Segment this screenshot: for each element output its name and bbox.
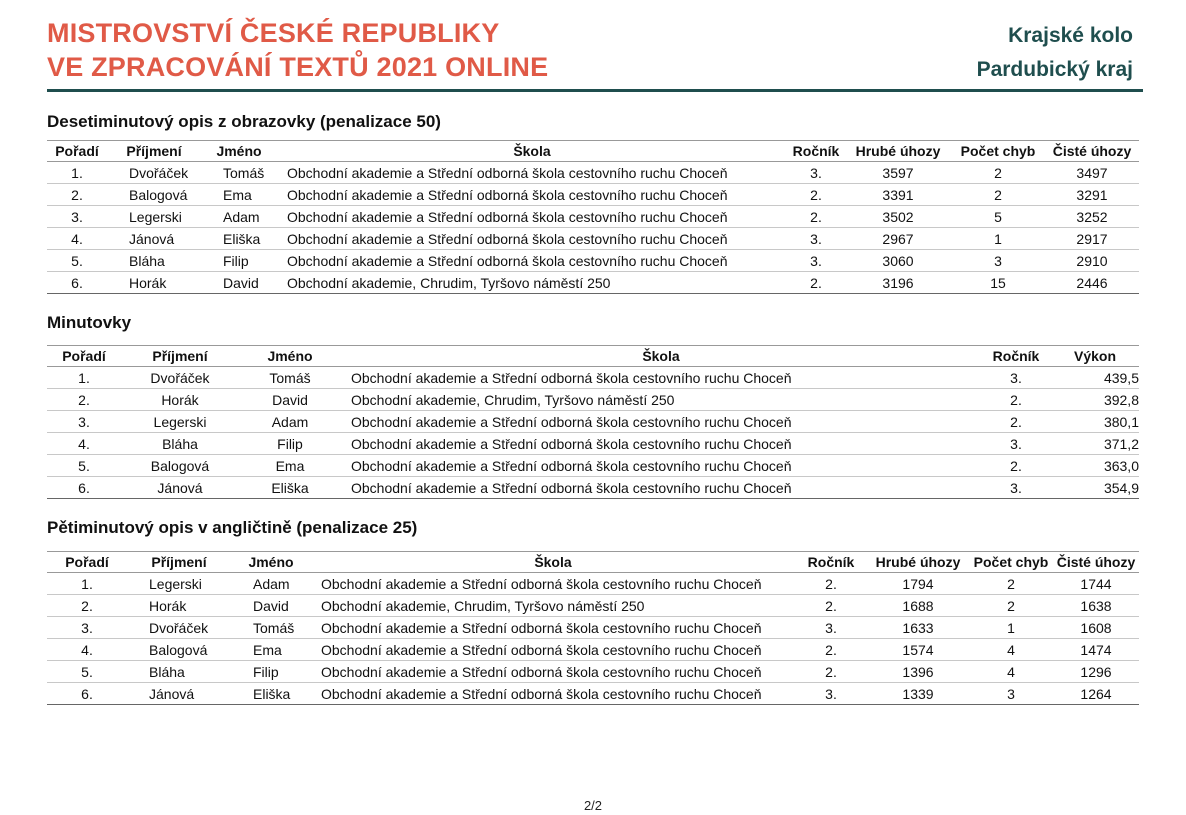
column-header-rank: Pořadí: [47, 552, 127, 573]
cell-error-count: 1: [969, 617, 1053, 639]
table-row: [47, 683, 1139, 705]
cell-rank: 2.: [47, 184, 107, 206]
cell-performance: 363,0: [1051, 455, 1139, 477]
column-header-performance: Výkon: [1051, 346, 1139, 367]
cell-gross-strokes: 1339: [867, 683, 969, 705]
cell-net-strokes: 3252: [1045, 206, 1139, 228]
cell-net-strokes: 1474: [1053, 639, 1139, 661]
cell-surname: Horák: [107, 272, 201, 294]
cell-performance: 371,2: [1051, 433, 1139, 455]
cell-gross-strokes: 1396: [867, 661, 969, 683]
cell-first-name: Ema: [239, 455, 341, 477]
column-header-grade: Ročník: [795, 552, 867, 573]
cell-grade: 3.: [787, 250, 845, 272]
page-header: [47, 14, 1143, 92]
cell-grade: 2.: [787, 184, 845, 206]
column-header-school: Škola: [341, 346, 981, 367]
cell-surname: Balogová: [107, 184, 201, 206]
table-row: [47, 228, 1139, 250]
cell-first-name: Tomáš: [201, 162, 277, 184]
cell-error-count: 1: [951, 228, 1045, 250]
section-title-opis: Desetiminutový opis z obrazovky (penalizace 50): [47, 112, 441, 131]
cell-school: Obchodní akademie a Střední odborná škola cestovního ruchu Choceň: [277, 250, 787, 272]
cell-school: Obchodní akademie a Střední odborná škola cestovního ruchu Choceň: [311, 617, 795, 639]
table-header-row: [47, 141, 1139, 162]
cell-first-name: Tomáš: [231, 617, 311, 639]
cell-school: Obchodní akademie a Střední odborná škola cestovního ruchu Choceň: [277, 228, 787, 250]
results-table-opis: [47, 140, 1139, 294]
cell-surname: Legerski: [127, 573, 231, 595]
cell-net-strokes: 1296: [1053, 661, 1139, 683]
cell-gross-strokes: 3597: [845, 162, 951, 184]
cell-first-name: Adam: [201, 206, 277, 228]
column-header-gross-strokes: Hrubé úhozy: [867, 552, 969, 573]
cell-net-strokes: 3497: [1045, 162, 1139, 184]
cell-gross-strokes: 1688: [867, 595, 969, 617]
column-header-error-count: Počet chyb: [951, 141, 1045, 162]
cell-first-name: David: [201, 272, 277, 294]
section-title-anglictina: Pětiminutový opis v angličtině (penalizace 25): [47, 518, 418, 537]
cell-grade: 2.: [981, 411, 1051, 433]
cell-error-count: 4: [969, 661, 1053, 683]
cell-net-strokes: 1608: [1053, 617, 1139, 639]
cell-school: Obchodní akademie a Střední odborná škola cestovního ruchu Choceň: [311, 639, 795, 661]
cell-gross-strokes: 1633: [867, 617, 969, 639]
column-header-grade: Ročník: [981, 346, 1051, 367]
column-header-net-strokes: Čisté úhozy: [1045, 141, 1139, 162]
cell-rank: 2.: [47, 389, 121, 411]
cell-first-name: Filip: [231, 661, 311, 683]
cell-first-name: Ema: [201, 184, 277, 206]
cell-rank: 1.: [47, 573, 127, 595]
cell-school: Obchodní akademie a Střední odborná škola cestovního ruchu Choceň: [341, 477, 981, 499]
cell-gross-strokes: 3502: [845, 206, 951, 228]
cell-first-name: David: [231, 595, 311, 617]
region-label: Pardubický kraj: [976, 58, 1133, 81]
table-row: [47, 639, 1139, 661]
cell-first-name: Eliška: [201, 228, 277, 250]
cell-rank: 5.: [47, 455, 121, 477]
cell-surname: Balogová: [127, 639, 231, 661]
table-row: [47, 250, 1139, 272]
column-header-grade: Ročník: [787, 141, 845, 162]
cell-performance: 354,9: [1051, 477, 1139, 499]
column-header-school: Škola: [311, 552, 795, 573]
cell-surname: Bláha: [107, 250, 201, 272]
cell-net-strokes: 3291: [1045, 184, 1139, 206]
cell-gross-strokes: 1794: [867, 573, 969, 595]
cell-grade: 3.: [787, 228, 845, 250]
cell-rank: 3.: [47, 411, 121, 433]
table-header-row: [47, 552, 1139, 573]
column-header-first-name: Jméno: [231, 552, 311, 573]
header-divider: [47, 89, 1143, 92]
cell-grade: 3.: [787, 162, 845, 184]
cell-rank: 6.: [47, 477, 121, 499]
cell-gross-strokes: 3196: [845, 272, 951, 294]
cell-first-name: Filip: [201, 250, 277, 272]
cell-school: Obchodní akademie, Chrudim, Tyršovo náměstí 250: [277, 272, 787, 294]
cell-net-strokes: 1264: [1053, 683, 1139, 705]
cell-first-name: Filip: [239, 433, 341, 455]
table-row: [47, 433, 1139, 455]
table-row: [47, 477, 1139, 499]
cell-rank: 1.: [47, 367, 121, 389]
cell-first-name: Eliška: [239, 477, 341, 499]
column-header-first-name: Jméno: [201, 141, 277, 162]
cell-first-name: Eliška: [231, 683, 311, 705]
cell-school: Obchodní akademie a Střední odborná škola cestovního ruchu Choceň: [341, 411, 981, 433]
cell-grade: 2.: [981, 455, 1051, 477]
table-header-row: [47, 346, 1139, 367]
cell-error-count: 3: [951, 250, 1045, 272]
cell-grade: 2.: [795, 573, 867, 595]
cell-net-strokes: 2910: [1045, 250, 1139, 272]
cell-gross-strokes: 1574: [867, 639, 969, 661]
cell-surname: Dvořáček: [121, 367, 239, 389]
cell-rank: 5.: [47, 661, 127, 683]
document-title-line-2: VE ZPRACOVÁNÍ TEXTŮ 2021 ONLINE: [47, 52, 549, 82]
cell-grade: 3.: [981, 477, 1051, 499]
cell-first-name: Ema: [231, 639, 311, 661]
cell-error-count: 5: [951, 206, 1045, 228]
results-table-minutovky: [47, 345, 1139, 499]
cell-grade: 3.: [981, 367, 1051, 389]
cell-grade: 3.: [981, 433, 1051, 455]
cell-school: Obchodní akademie a Střední odborná škola cestovního ruchu Choceň: [277, 206, 787, 228]
cell-error-count: 2: [969, 595, 1053, 617]
cell-surname: Legerski: [121, 411, 239, 433]
cell-rank: 6.: [47, 272, 107, 294]
table-row: [47, 367, 1139, 389]
cell-rank: 4.: [47, 433, 121, 455]
cell-surname: Bláha: [121, 433, 239, 455]
cell-rank: 5.: [47, 250, 107, 272]
cell-school: Obchodní akademie a Střední odborná škola cestovního ruchu Choceň: [277, 184, 787, 206]
cell-school: Obchodní akademie a Střední odborná škola cestovního ruchu Choceň: [341, 433, 981, 455]
cell-first-name: Tomáš: [239, 367, 341, 389]
cell-school: Obchodní akademie a Střední odborná škola cestovního ruchu Choceň: [311, 661, 795, 683]
cell-rank: 1.: [47, 162, 107, 184]
cell-surname: Bláha: [127, 661, 231, 683]
cell-rank: 4.: [47, 639, 127, 661]
cell-error-count: 2: [969, 573, 1053, 595]
table-row: [47, 595, 1139, 617]
cell-school: Obchodní akademie a Střední odborná škola cestovního ruchu Choceň: [341, 367, 981, 389]
cell-surname: Dvořáček: [107, 162, 201, 184]
cell-grade: 2.: [787, 206, 845, 228]
column-header-net-strokes: Čisté úhozy: [1053, 552, 1139, 573]
cell-first-name: David: [239, 389, 341, 411]
cell-net-strokes: 1744: [1053, 573, 1139, 595]
cell-surname: Horák: [127, 595, 231, 617]
cell-grade: 2.: [787, 272, 845, 294]
cell-grade: 3.: [795, 617, 867, 639]
table-row: [47, 184, 1139, 206]
cell-school: Obchodní akademie, Chrudim, Tyršovo náměstí 250: [311, 595, 795, 617]
cell-surname: Horák: [121, 389, 239, 411]
table-row: [47, 455, 1139, 477]
cell-rank: 3.: [47, 617, 127, 639]
cell-error-count: 2: [951, 184, 1045, 206]
column-header-gross-strokes: Hrubé úhozy: [845, 141, 951, 162]
cell-net-strokes: 2446: [1045, 272, 1139, 294]
cell-gross-strokes: 2967: [845, 228, 951, 250]
table-row: [47, 389, 1139, 411]
cell-rank: 4.: [47, 228, 107, 250]
cell-surname: Jánová: [121, 477, 239, 499]
cell-first-name: Adam: [231, 573, 311, 595]
cell-net-strokes: 1638: [1053, 595, 1139, 617]
document-title-line-1: MISTROVSTVÍ ČESKÉ REPUBLIKY: [47, 18, 500, 48]
cell-gross-strokes: 3060: [845, 250, 951, 272]
cell-surname: Jánová: [127, 683, 231, 705]
cell-performance: 439,5: [1051, 367, 1139, 389]
cell-surname: Dvořáček: [127, 617, 231, 639]
cell-grade: 2.: [795, 661, 867, 683]
column-header-surname: Příjmení: [127, 552, 231, 573]
cell-error-count: 15: [951, 272, 1045, 294]
table-row: [47, 661, 1139, 683]
cell-error-count: 2: [951, 162, 1045, 184]
cell-rank: 6.: [47, 683, 127, 705]
column-header-surname: Příjmení: [121, 346, 239, 367]
cell-surname: Legerski: [107, 206, 201, 228]
cell-school: Obchodní akademie a Střední odborná škola cestovního ruchu Choceň: [341, 455, 981, 477]
column-header-error-count: Počet chyb: [969, 552, 1053, 573]
cell-performance: 392,8: [1051, 389, 1139, 411]
table-row: [47, 573, 1139, 595]
cell-rank: 2.: [47, 595, 127, 617]
table-row: [47, 411, 1139, 433]
table-row: [47, 206, 1139, 228]
cell-surname: Balogová: [121, 455, 239, 477]
cell-error-count: 3: [969, 683, 1053, 705]
cell-grade: 3.: [795, 683, 867, 705]
cell-school: Obchodní akademie a Střední odborná škola cestovního ruchu Choceň: [311, 683, 795, 705]
column-header-rank: Pořadí: [47, 346, 121, 367]
cell-surname: Jánová: [107, 228, 201, 250]
cell-net-strokes: 2917: [1045, 228, 1139, 250]
column-header-rank: Pořadí: [47, 141, 107, 162]
cell-rank: 3.: [47, 206, 107, 228]
cell-gross-strokes: 3391: [845, 184, 951, 206]
cell-school: Obchodní akademie a Střední odborná škola cestovního ruchu Choceň: [311, 573, 795, 595]
cell-first-name: Adam: [239, 411, 341, 433]
column-header-surname: Příjmení: [107, 141, 201, 162]
cell-error-count: 4: [969, 639, 1053, 661]
cell-school: Obchodní akademie a Střední odborná škola cestovního ruchu Choceň: [277, 162, 787, 184]
cell-performance: 380,1: [1051, 411, 1139, 433]
page-number: 2/2: [583, 798, 603, 813]
round-label: Krajské kolo: [1008, 24, 1133, 47]
cell-school: Obchodní akademie, Chrudim, Tyršovo náměstí 250: [341, 389, 981, 411]
results-table-anglictina: [47, 551, 1139, 705]
cell-grade: 2.: [981, 389, 1051, 411]
table-row: [47, 272, 1139, 294]
table-row: [47, 162, 1139, 184]
column-header-school: Škola: [277, 141, 787, 162]
column-header-first-name: Jméno: [239, 346, 341, 367]
section-title-minutovky: Minutovky: [47, 313, 132, 332]
cell-grade: 2.: [795, 595, 867, 617]
table-row: [47, 617, 1139, 639]
cell-grade: 2.: [795, 639, 867, 661]
